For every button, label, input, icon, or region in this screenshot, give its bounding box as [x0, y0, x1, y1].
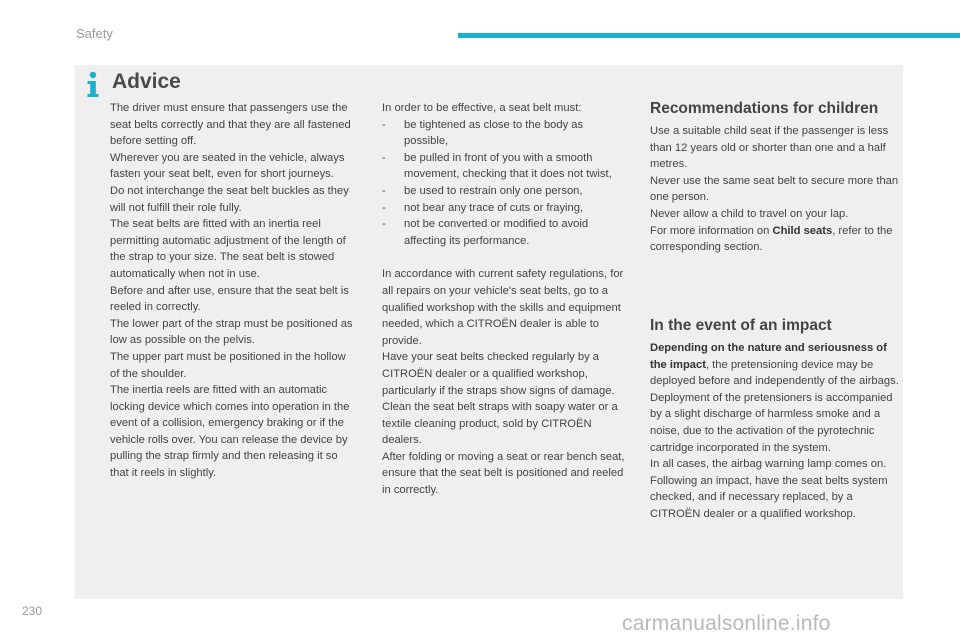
- advice-paragraph: The lower part of the strap must be positioned as low as possible on the pelvis.: [110, 317, 353, 347]
- more-info-suffix: , refer to the corresponding section.: [650, 224, 893, 254]
- advice-paragraph: Clean the seat belt straps with soapy water or a textile cleaning product, sold by CITROËN dealers.: [382, 401, 618, 447]
- list-item: - not be converted or modified to avoid affecting its performance.: [382, 216, 627, 249]
- impact-heading: In the event of an impact: [650, 317, 832, 334]
- section-title: Safety: [76, 26, 113, 41]
- children-more-info: [650, 223, 900, 256]
- impact-paragraph: In all cases, the airbag warning lamp comes on.: [650, 458, 887, 471]
- impact-paragraph: Following an impact, have the seat belts system checked, and if necessary replaced, by a CITROËN dealer or a qualified workshop.: [650, 474, 888, 520]
- impact-column: [650, 340, 900, 523]
- advice-paragraph: The inertia reels are fitted with an automatic locking device which comes into operation in the event of a collision, emergency braking or if the vehicle rolls over. You can release the device by pulling the strap firmly and then releasing it so that it reels in slightly.: [110, 384, 350, 480]
- more-info-prefix: For more information on: [650, 224, 773, 237]
- advice-paragraph: Have your seat belts checked regularly by a CITROËN dealer or a qualified workshop, particularly if the straps show signs of damage.: [382, 351, 615, 397]
- advice-paragraph: Wherever you are seated in the vehicle, always fasten your seat belt, even for short journeys.: [110, 151, 345, 181]
- list-item: - not bear any trace of cuts or fraying,: [382, 200, 627, 217]
- advice-paragraph: The seat belts are fitted with an inertia reel permitting automatic adjustment of the length of the strap to your size. The seat belt is stowed automatically when not in use.: [110, 218, 346, 280]
- header-accent-bar: [458, 33, 960, 38]
- children-column: [650, 123, 900, 256]
- impact-paragraph: Deployment of the pretensioners is accompanied by a slight discharge of harmless smoke and a noise, due to the activation of the pyrotechnic cartridge incorporated in the system.: [650, 391, 893, 454]
- list-item: - be used to restrain only one person,: [382, 183, 627, 200]
- seatbelt-requirements-list: [382, 117, 627, 250]
- advice-paragraph: Do not interchange the seat belt buckles as they will not fulfill their role fully.: [110, 184, 349, 214]
- children-paragraph: Use a suitable child seat if the passenger is less than 12 years old or shorter than one and a half metres.: [650, 125, 889, 171]
- advice-paragraph: The driver must ensure that passengers use the seat belts correctly and that they are all fastened before setting off.: [110, 102, 351, 148]
- advice-paragraph: After folding or moving a seat or rear bench seat, ensure that the seat belt is positioned and reeled in correctly.: [382, 450, 625, 497]
- advice-paragraph: The upper part must be positioned in the hollow of the shoulder.: [110, 350, 346, 380]
- impact-lead-rest: , the pretensioning device may be deployed before and independently of the airbags.: [650, 358, 899, 388]
- advice-heading: Advice: [112, 70, 181, 93]
- seatbelt-intro: In order to be effective, a seat belt must:: [382, 102, 582, 114]
- advice-column-1: [110, 100, 358, 482]
- impact-bold-lead: Depending on the nature and seriousness of the impact: [650, 342, 887, 371]
- children-heading: Recommendations for children: [650, 100, 879, 117]
- child-seats-reference: Child seats: [772, 224, 833, 237]
- children-paragraph: Never use the same seat belt to secure more than one person.: [650, 174, 899, 204]
- advice-paragraph: Before and after use, ensure that the seat belt is reeled in correctly.: [110, 284, 349, 314]
- advice-column-2: [382, 100, 627, 499]
- list-item: - be tightened as close to the body as possible,: [382, 117, 627, 150]
- children-paragraph: Never allow a child to travel on your lap.: [650, 207, 849, 220]
- page-number: 230: [22, 604, 43, 618]
- watermark: carmanualsonline.info: [622, 612, 831, 635]
- impact-first-paragraph: [650, 340, 900, 390]
- info-icon: [84, 70, 102, 100]
- list-item: - be pulled in front of you with a smooth movement, checking that it does not twist,: [382, 150, 627, 183]
- advice-paragraph: In accordance with current safety regulations, for all repairs on your vehicle's seat belts, go to a qualified workshop with the skills and equipment needed, which a CITROËN dealer is able to provide.: [382, 268, 624, 347]
